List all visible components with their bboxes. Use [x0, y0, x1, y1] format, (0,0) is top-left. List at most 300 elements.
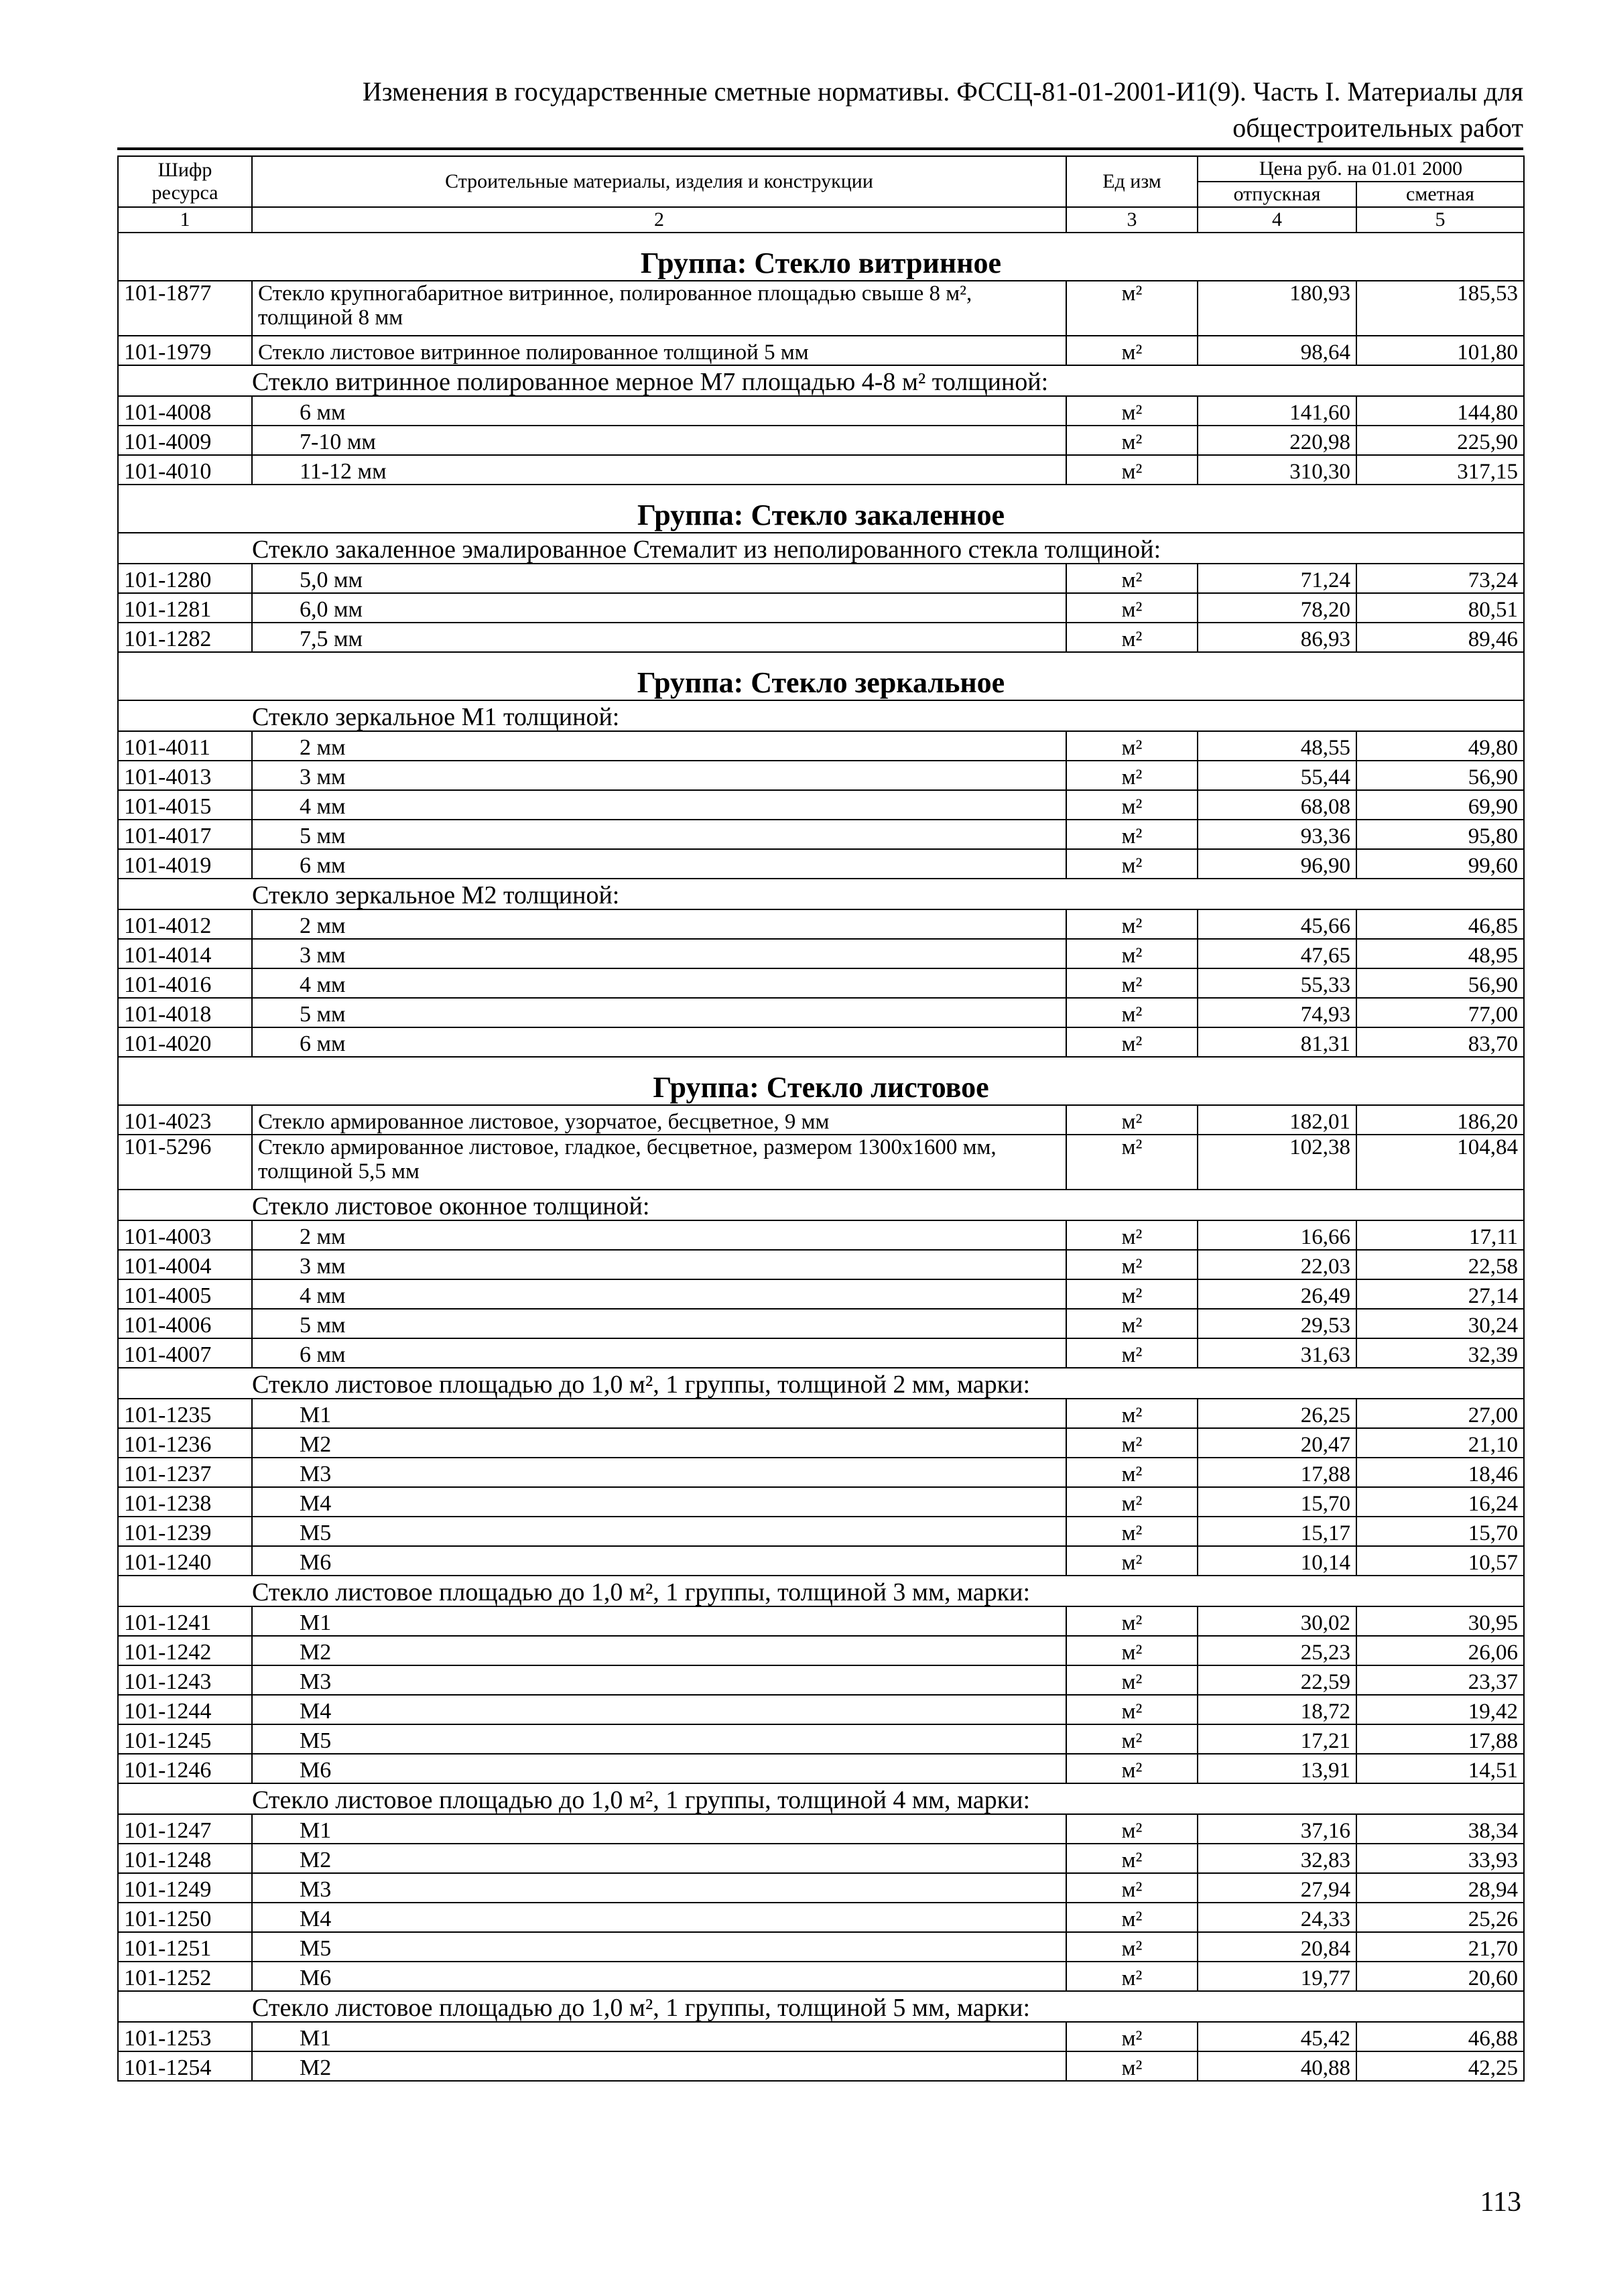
resource-code: 101-1238: [118, 1487, 252, 1517]
unit: м²: [1066, 1962, 1198, 1991]
estimate-price: 26,06: [1356, 1636, 1524, 1665]
unit: м²: [1066, 1903, 1198, 1932]
unit: м²: [1066, 1873, 1198, 1903]
unit: м²: [1066, 731, 1198, 761]
release-price: 29,53: [1198, 1309, 1356, 1338]
material-name: М4: [252, 1487, 1066, 1517]
unit: м²: [1066, 2022, 1198, 2051]
resource-code: 101-1249: [118, 1873, 252, 1903]
release-price: 220,98: [1198, 426, 1356, 455]
release-price: 15,17: [1198, 1517, 1356, 1546]
material-name: М5: [252, 1517, 1066, 1546]
release-price: 24,33: [1198, 1903, 1356, 1932]
resource-code: 101-1250: [118, 1903, 252, 1932]
subgroup-row: [118, 700, 1524, 731]
estimate-price: 17,88: [1356, 1724, 1524, 1754]
material-name: 5,0 мм: [252, 564, 1066, 593]
header-name: Строительные материалы, изделия и конструкции: [252, 156, 1066, 207]
resource-code: 101-1253: [118, 2022, 252, 2051]
resource-code: 101-5296: [118, 1135, 252, 1190]
release-price: 10,14: [1198, 1546, 1356, 1576]
table-row: [118, 1135, 1524, 1190]
table-row: [118, 1606, 1524, 1636]
resource-code: 101-4020: [118, 1027, 252, 1057]
release-price: 17,21: [1198, 1724, 1356, 1754]
estimate-price: 42,25: [1356, 2051, 1524, 2081]
unit: м²: [1066, 939, 1198, 968]
unit: м²: [1066, 1636, 1198, 1665]
material-name: 5 мм: [252, 1309, 1066, 1338]
resource-code: 101-1251: [118, 1932, 252, 1962]
estimate-price: 23,37: [1356, 1665, 1524, 1695]
release-price: 71,24: [1198, 564, 1356, 593]
group-title: Группа: Стекло листовое: [118, 1057, 1524, 1105]
resource-code: 101-1240: [118, 1546, 252, 1576]
resource-code: 101-4003: [118, 1220, 252, 1250]
header-line-1: Изменения в государственные сметные нормативы. ФССЦ-81-01-2001-И1(9). Часть I. Материалы для: [362, 76, 1523, 107]
resource-code: 101-4015: [118, 790, 252, 820]
release-price: 32,83: [1198, 1844, 1356, 1873]
subgroup-title: Стекло зеркальное М1 толщиной:: [252, 700, 1524, 731]
header-unit: Ед изм: [1066, 156, 1198, 207]
resource-code: 101-4008: [118, 396, 252, 426]
resource-code: 101-1243: [118, 1665, 252, 1695]
unit: м²: [1066, 1220, 1198, 1250]
group-row: [118, 233, 1524, 281]
unit: м²: [1066, 849, 1198, 879]
subgroup-title: Стекло листовое площадью до 1,0 м², 1 группы, толщиной 2 мм, марки:: [252, 1368, 1524, 1399]
material-name: 3 мм: [252, 761, 1066, 790]
resource-code: 101-1248: [118, 1844, 252, 1873]
unit: м²: [1066, 1517, 1198, 1546]
resource-code: 101-1247: [118, 1814, 252, 1844]
table-row: [118, 2022, 1524, 2051]
unit: м²: [1066, 1458, 1198, 1487]
material-name: М2: [252, 2051, 1066, 2081]
unit: м²: [1066, 426, 1198, 455]
unit: м²: [1066, 396, 1198, 426]
material-name: 6 мм: [252, 849, 1066, 879]
table-row: [118, 1338, 1524, 1368]
subgroup-row: [118, 365, 1524, 396]
release-price: 17,88: [1198, 1458, 1356, 1487]
subgroup-row: [118, 1190, 1524, 1220]
subgroup-row: [118, 1368, 1524, 1399]
table-row: [118, 849, 1524, 879]
estimate-price: 10,57: [1356, 1546, 1524, 1576]
estimate-price: 46,88: [1356, 2022, 1524, 2051]
resource-code: 101-1252: [118, 1962, 252, 1991]
column-number: 2: [252, 207, 1066, 233]
group-title: Группа: Стекло закаленное: [118, 485, 1524, 533]
table-row: [118, 1428, 1524, 1458]
estimate-price: 317,15: [1356, 455, 1524, 485]
resource-code: 101-4013: [118, 761, 252, 790]
table-row: [118, 1814, 1524, 1844]
material-name: Стекло листовое витринное полированное толщиной 5 мм: [252, 336, 1066, 365]
subgroup-lead: [118, 1991, 252, 2022]
subgroup-lead: [118, 365, 252, 396]
resource-code: 101-4014: [118, 939, 252, 968]
resource-code: 101-1245: [118, 1724, 252, 1754]
table-row: [118, 1754, 1524, 1783]
estimate-price: 15,70: [1356, 1517, 1524, 1546]
table-header-row: [118, 156, 1524, 182]
group-row: [118, 652, 1524, 700]
resource-code: 101-1877: [118, 281, 252, 336]
unit: м²: [1066, 1309, 1198, 1338]
page-header: [117, 74, 1523, 146]
resource-code: 101-1280: [118, 564, 252, 593]
resource-code: 101-4018: [118, 998, 252, 1027]
resource-code: 101-1236: [118, 1428, 252, 1458]
subgroup-lead: [118, 1368, 252, 1399]
table-row: [118, 281, 1524, 336]
material-name: 5 мм: [252, 820, 1066, 849]
release-price: 40,88: [1198, 2051, 1356, 2081]
subgroup-lead: [118, 879, 252, 909]
unit: м²: [1066, 1665, 1198, 1695]
estimate-price: 22,58: [1356, 1250, 1524, 1279]
group-title: Группа: Стекло зеркальное: [118, 652, 1524, 700]
material-name: Стекло армированное листовое, гладкое, бесцветное, размером 1300х1600 мм, толщиной 5,5 мм: [252, 1135, 1066, 1190]
resource-code: 101-1239: [118, 1517, 252, 1546]
material-name: М3: [252, 1458, 1066, 1487]
release-price: 16,66: [1198, 1220, 1356, 1250]
table-row: [118, 1250, 1524, 1279]
header-rule: [117, 147, 1523, 150]
unit: м²: [1066, 968, 1198, 998]
resource-code: 101-4012: [118, 909, 252, 939]
estimate-price: 80,51: [1356, 593, 1524, 623]
subgroup-row: [118, 879, 1524, 909]
material-name: 6 мм: [252, 1338, 1066, 1368]
release-price: 48,55: [1198, 731, 1356, 761]
release-price: 22,03: [1198, 1250, 1356, 1279]
material-name: М1: [252, 2022, 1066, 2051]
subgroup-row: [118, 1991, 1524, 2022]
estimate-price: 27,00: [1356, 1399, 1524, 1428]
resource-code: 101-4009: [118, 426, 252, 455]
subgroup-title: Стекло листовое площадью до 1,0 м², 1 группы, толщиной 4 мм, марки:: [252, 1783, 1524, 1814]
resource-code: 101-4017: [118, 820, 252, 849]
unit: м²: [1066, 1428, 1198, 1458]
estimate-price: 73,24: [1356, 564, 1524, 593]
table-row: [118, 1279, 1524, 1309]
group-row: [118, 1057, 1524, 1105]
material-name: М6: [252, 1546, 1066, 1576]
header-estimate: сметная: [1356, 182, 1524, 207]
table-row: [118, 968, 1524, 998]
resource-code: 101-1254: [118, 2051, 252, 2081]
release-price: 27,94: [1198, 1873, 1356, 1903]
resource-code: 101-4005: [118, 1279, 252, 1309]
estimate-price: 69,90: [1356, 790, 1524, 820]
unit: м²: [1066, 909, 1198, 939]
release-price: 45,42: [1198, 2022, 1356, 2051]
release-price: 98,64: [1198, 336, 1356, 365]
table-row: [118, 1695, 1524, 1724]
estimate-price: 38,34: [1356, 1814, 1524, 1844]
estimate-price: 89,46: [1356, 623, 1524, 652]
column-number-row: [118, 207, 1524, 233]
resource-code: 101-1241: [118, 1606, 252, 1636]
group-title: Группа: Стекло витринное: [118, 233, 1524, 281]
release-price: 37,16: [1198, 1814, 1356, 1844]
table-row: [118, 909, 1524, 939]
estimate-price: 56,90: [1356, 968, 1524, 998]
estimate-price: 56,90: [1356, 761, 1524, 790]
unit: м²: [1066, 623, 1198, 652]
estimate-price: 83,70: [1356, 1027, 1524, 1057]
table-row: [118, 1962, 1524, 1991]
material-name: М3: [252, 1873, 1066, 1903]
material-name: 11-12 мм: [252, 455, 1066, 485]
unit: м²: [1066, 336, 1198, 365]
material-name: 4 мм: [252, 1279, 1066, 1309]
subgroup-lead: [118, 1576, 252, 1606]
resource-code: 101-1282: [118, 623, 252, 652]
release-price: 55,33: [1198, 968, 1356, 998]
material-name: М6: [252, 1962, 1066, 1991]
table-row: [118, 455, 1524, 485]
table-row: [118, 998, 1524, 1027]
material-name: 2 мм: [252, 1220, 1066, 1250]
unit: м²: [1066, 1844, 1198, 1873]
estimate-price: 18,46: [1356, 1458, 1524, 1487]
resource-code: 101-1281: [118, 593, 252, 623]
unit: м²: [1066, 998, 1198, 1027]
table-row: [118, 731, 1524, 761]
material-name: М1: [252, 1606, 1066, 1636]
table-row: [118, 939, 1524, 968]
table-row: [118, 1665, 1524, 1695]
header-code: Шифр ресурса: [118, 156, 252, 207]
material-name: 2 мм: [252, 909, 1066, 939]
resource-code: 101-4007: [118, 1338, 252, 1368]
table-row: [118, 1399, 1524, 1428]
subgroup-title: Стекло листовое площадью до 1,0 м², 1 группы, толщиной 3 мм, марки:: [252, 1576, 1524, 1606]
release-price: 19,77: [1198, 1962, 1356, 1991]
resource-code: 101-4006: [118, 1309, 252, 1338]
table-row: [118, 1844, 1524, 1873]
release-price: 68,08: [1198, 790, 1356, 820]
header-line-2: общестроительных работ: [1232, 113, 1523, 143]
unit: м²: [1066, 1754, 1198, 1783]
release-price: 93,36: [1198, 820, 1356, 849]
unit: м²: [1066, 2051, 1198, 2081]
subgroup-title: Стекло листовое площадью до 1,0 м², 1 группы, толщиной 5 мм, марки:: [252, 1991, 1524, 2022]
table-row: [118, 1636, 1524, 1665]
unit: м²: [1066, 1027, 1198, 1057]
material-name: 4 мм: [252, 968, 1066, 998]
unit: м²: [1066, 790, 1198, 820]
subgroup-title: Стекло витринное полированное мерное М7 площадью 4-8 м² толщиной:: [252, 365, 1524, 396]
unit: м²: [1066, 1487, 1198, 1517]
unit: м²: [1066, 1135, 1198, 1190]
estimate-price: 17,11: [1356, 1220, 1524, 1250]
estimate-price: 14,51: [1356, 1754, 1524, 1783]
price-table: [117, 155, 1525, 2082]
release-price: 141,60: [1198, 396, 1356, 426]
estimate-price: 49,80: [1356, 731, 1524, 761]
estimate-price: 186,20: [1356, 1105, 1524, 1135]
table-row: [118, 1546, 1524, 1576]
subgroup-lead: [118, 700, 252, 731]
unit: м²: [1066, 1546, 1198, 1576]
release-price: 96,90: [1198, 849, 1356, 879]
table-row: [118, 1873, 1524, 1903]
release-price: 74,93: [1198, 998, 1356, 1027]
material-name: 6 мм: [252, 396, 1066, 426]
release-price: 86,93: [1198, 623, 1356, 652]
estimate-price: 95,80: [1356, 820, 1524, 849]
unit: м²: [1066, 1814, 1198, 1844]
table-row: [118, 336, 1524, 365]
subgroup-title: Стекло листовое оконное толщиной:: [252, 1190, 1524, 1220]
unit: м²: [1066, 820, 1198, 849]
estimate-price: 28,94: [1356, 1873, 1524, 1903]
estimate-price: 21,70: [1356, 1932, 1524, 1962]
table-row: [118, 1027, 1524, 1057]
estimate-price: 32,39: [1356, 1338, 1524, 1368]
estimate-price: 144,80: [1356, 396, 1524, 426]
subgroup-row: [118, 1783, 1524, 1814]
estimate-price: 104,84: [1356, 1135, 1524, 1190]
table-row: [118, 1309, 1524, 1338]
table-row: [118, 2051, 1524, 2081]
material-name: 6,0 мм: [252, 593, 1066, 623]
resource-code: 101-1242: [118, 1636, 252, 1665]
release-price: 18,72: [1198, 1695, 1356, 1724]
material-name: 3 мм: [252, 939, 1066, 968]
estimate-price: 16,24: [1356, 1487, 1524, 1517]
table-body: [118, 233, 1524, 2081]
unit: м²: [1066, 1695, 1198, 1724]
release-price: 180,93: [1198, 281, 1356, 336]
release-price: 102,38: [1198, 1135, 1356, 1190]
subgroup-title: Стекло закаленное эмалированное Стемалит из неполированного стекла толщиной:: [252, 533, 1524, 564]
material-name: 7,5 мм: [252, 623, 1066, 652]
release-price: 45,66: [1198, 909, 1356, 939]
material-name: Стекло армированное листовое, узорчатое, бесцветное, 9 мм: [252, 1105, 1066, 1135]
subgroup-row: [118, 1576, 1524, 1606]
release-price: 15,70: [1198, 1487, 1356, 1517]
estimate-price: 48,95: [1356, 939, 1524, 968]
resource-code: 101-1235: [118, 1399, 252, 1428]
unit: м²: [1066, 564, 1198, 593]
table-row: [118, 564, 1524, 593]
resource-code: 101-4019: [118, 849, 252, 879]
resource-code: 101-4023: [118, 1105, 252, 1135]
table-row: [118, 790, 1524, 820]
subgroup-lead: [118, 533, 252, 564]
material-name: М6: [252, 1754, 1066, 1783]
column-number: 5: [1356, 207, 1524, 233]
material-name: М4: [252, 1695, 1066, 1724]
group-row: [118, 485, 1524, 533]
unit: м²: [1066, 1724, 1198, 1754]
material-name: 2 мм: [252, 731, 1066, 761]
resource-code: 101-4011: [118, 731, 252, 761]
table-row: [118, 761, 1524, 790]
estimate-price: 99,60: [1356, 849, 1524, 879]
estimate-price: 30,95: [1356, 1606, 1524, 1636]
release-price: 81,31: [1198, 1027, 1356, 1057]
unit: м²: [1066, 1932, 1198, 1962]
table-row: [118, 1105, 1524, 1135]
estimate-price: 20,60: [1356, 1962, 1524, 1991]
material-name: 3 мм: [252, 1250, 1066, 1279]
material-name: М4: [252, 1903, 1066, 1932]
release-price: 78,20: [1198, 593, 1356, 623]
material-name: М2: [252, 1428, 1066, 1458]
table-row: [118, 426, 1524, 455]
material-name: М2: [252, 1844, 1066, 1873]
material-name: 6 мм: [252, 1027, 1066, 1057]
unit: м²: [1066, 1105, 1198, 1135]
header-release: отпускная: [1198, 182, 1356, 207]
unit: м²: [1066, 1279, 1198, 1309]
table-row: [118, 396, 1524, 426]
estimate-price: 25,26: [1356, 1903, 1524, 1932]
table-row: [118, 1517, 1524, 1546]
subgroup-row: [118, 533, 1524, 564]
table-row: [118, 1724, 1524, 1754]
release-price: 26,49: [1198, 1279, 1356, 1309]
material-name: М2: [252, 1636, 1066, 1665]
unit: м²: [1066, 1250, 1198, 1279]
material-name: 5 мм: [252, 998, 1066, 1027]
resource-code: 101-1244: [118, 1695, 252, 1724]
subgroup-lead: [118, 1190, 252, 1220]
estimate-price: 27,14: [1356, 1279, 1524, 1309]
release-price: 22,59: [1198, 1665, 1356, 1695]
table-row: [118, 820, 1524, 849]
table-row: [118, 623, 1524, 652]
material-name: М3: [252, 1665, 1066, 1695]
estimate-price: 19,42: [1356, 1695, 1524, 1724]
release-price: 25,23: [1198, 1636, 1356, 1665]
unit: м²: [1066, 1338, 1198, 1368]
table-row: [118, 1220, 1524, 1250]
unit: м²: [1066, 593, 1198, 623]
release-price: 47,65: [1198, 939, 1356, 968]
resource-code: 101-4004: [118, 1250, 252, 1279]
column-number: 4: [1198, 207, 1356, 233]
estimate-price: 30,24: [1356, 1309, 1524, 1338]
material-name: 7-10 мм: [252, 426, 1066, 455]
estimate-price: 101,80: [1356, 336, 1524, 365]
release-price: 30,02: [1198, 1606, 1356, 1636]
subgroup-title: Стекло зеркальное М2 толщиной:: [252, 879, 1524, 909]
material-name: 4 мм: [252, 790, 1066, 820]
unit: м²: [1066, 1606, 1198, 1636]
material-name: М1: [252, 1399, 1066, 1428]
subgroup-lead: [118, 1783, 252, 1814]
material-name: М5: [252, 1724, 1066, 1754]
table-row: [118, 1458, 1524, 1487]
estimate-price: 33,93: [1356, 1844, 1524, 1873]
column-number: 3: [1066, 207, 1198, 233]
resource-code: 101-4010: [118, 455, 252, 485]
header-price: Цена руб. на 01.01 2000: [1198, 156, 1524, 182]
unit: м²: [1066, 455, 1198, 485]
release-price: 26,25: [1198, 1399, 1356, 1428]
release-price: 182,01: [1198, 1105, 1356, 1135]
estimate-price: 21,10: [1356, 1428, 1524, 1458]
material-name: М1: [252, 1814, 1066, 1844]
